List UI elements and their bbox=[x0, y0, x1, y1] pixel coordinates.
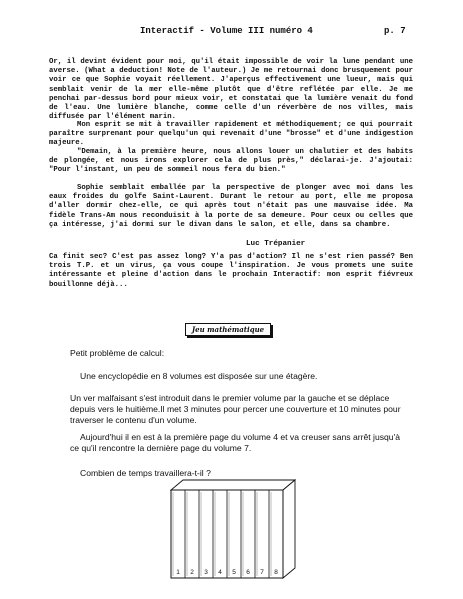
article-paragraph-4: Sophie semblait emballée par la perspective de plonger avec moi dans les eaux froides du golfe Saint-Laurent. Durant le retour au port, elle me proposa d'aller dormir chez-elle, ce qui après tout n'était pas une mauvaise idée. Ma fidèle Trans-Am nous reconduisit à la porte de sa demeure. Pour ceux ou celles que ça intéresse, j'ai dormi sur le divan dans le salon, et elle, dans sa chambre. bbox=[49, 184, 413, 229]
volume-number-label: 3 bbox=[204, 569, 208, 576]
article-paragraph-3: "Demain, à la première heure, nous allons louer un chalutier et des habits de plongée, et nous irons explorer cela de plus près," déclarai-je. J'ajoutai: "Pour l'instant, un peu de sommeil nous fera du bien." bbox=[49, 148, 413, 175]
encyclopedia-shelf-illustration bbox=[165, 476, 305, 586]
article-paragraph-2: Mon esprit se mit à travailler rapidement et méthodiquement; ce qui pourrait paraître surprenant pour quelqu'un qui revenait d'une "brosse" et d'une indigestion majeure. bbox=[49, 121, 413, 148]
volume-number-label: 1 bbox=[176, 569, 180, 576]
books-side-face bbox=[283, 480, 295, 578]
closing-paragraph: Ca finit sec? C'est pas assez long? Y'a pas d'action? Il ne s'est rien passé? Ben trois T.P. et un virus, ça vous coupe l'inspiration. Je vous promets une suite intéressante et pleine d'action dans le prochain Interactif: mon esprit fiévreux bouillonne déjà... bbox=[49, 253, 413, 289]
problem-intro: Petit problème de calcul: bbox=[70, 348, 165, 358]
header-title: Interactif - Volume III numéro 4 bbox=[140, 26, 313, 36]
page-header bbox=[0, 26, 463, 38]
volume-number-label: 4 bbox=[218, 569, 222, 576]
volume-number-label: 6 bbox=[246, 569, 250, 576]
problem-question: Combien de temps travaillera-t-il ? bbox=[80, 468, 211, 478]
game-section-label: Jeu mathématique bbox=[185, 323, 271, 336]
volume-number-label: 7 bbox=[260, 569, 264, 576]
volume-number-label: 5 bbox=[232, 569, 236, 576]
books-top-face bbox=[171, 480, 295, 490]
volume-number-label: 8 bbox=[274, 569, 278, 576]
article-paragraph-1: Or, il devint évident pour moi, qu'il était impossible de voir la lune pendant une averse. (What a deduction! Note de l'auteur.) Je me retournai donc brusquement pour voir ce que Sophie voyait réellement. J'aperçus effectivement une lueur, mais qui semblait venir de la mer elle-même plutôt que d'être reflétée par elle. Je me penchai par-dessus bord pour mieux voir, et constatai que la lumière venait du fond de l'eau. Une lumière blanche, comme celle d'un réverbère de nos villes, mais diffusée par l'élément marin. bbox=[49, 58, 413, 122]
page-number: p. 7 bbox=[384, 26, 406, 36]
volume-number-label: 2 bbox=[190, 569, 194, 576]
problem-statement-2: Un ver malfaisant s'est introduit dans le premier volume par la gauche et se déplace depuis vers le huitième.Il met 3 minutes pour percer une couverture et 10 minutes pour traverser le contenu d'un volume. bbox=[70, 393, 401, 425]
author-signature: Luc Trépanier bbox=[246, 240, 306, 248]
problem-statement-1: Une encyclopédie en 8 volumes est disposée sur une étagère. bbox=[80, 371, 318, 381]
problem-statement-3: Aujourd'hui il en est à la première page du volume 4 et va creuser sans arrêt jusqu'à ce qu'il rencontre la dernière page du volume 7. bbox=[70, 432, 400, 453]
